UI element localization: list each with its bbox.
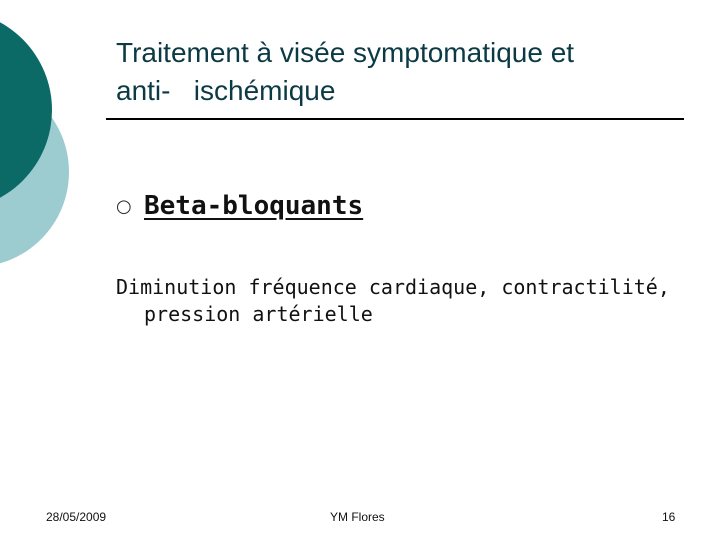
body-text: Diminution fréquence cardiaque, contractilité, pression artérielle xyxy=(116,275,670,326)
bullet-circle-icon: ○ xyxy=(116,196,132,217)
slide-title xyxy=(116,34,696,110)
decorative-circles xyxy=(0,0,80,300)
slide-title-line-2: anti- ischémique xyxy=(116,75,336,106)
title-divider xyxy=(106,118,684,120)
footer-page-number: 16 xyxy=(662,510,676,524)
bullet-heading: Beta-bloquants xyxy=(144,191,364,221)
footer-date: 28/05/2009 xyxy=(46,510,107,524)
footer-author: YM Flores xyxy=(330,510,385,524)
slide-title-line-1: Traitement à visée symptomatique et xyxy=(116,37,575,68)
